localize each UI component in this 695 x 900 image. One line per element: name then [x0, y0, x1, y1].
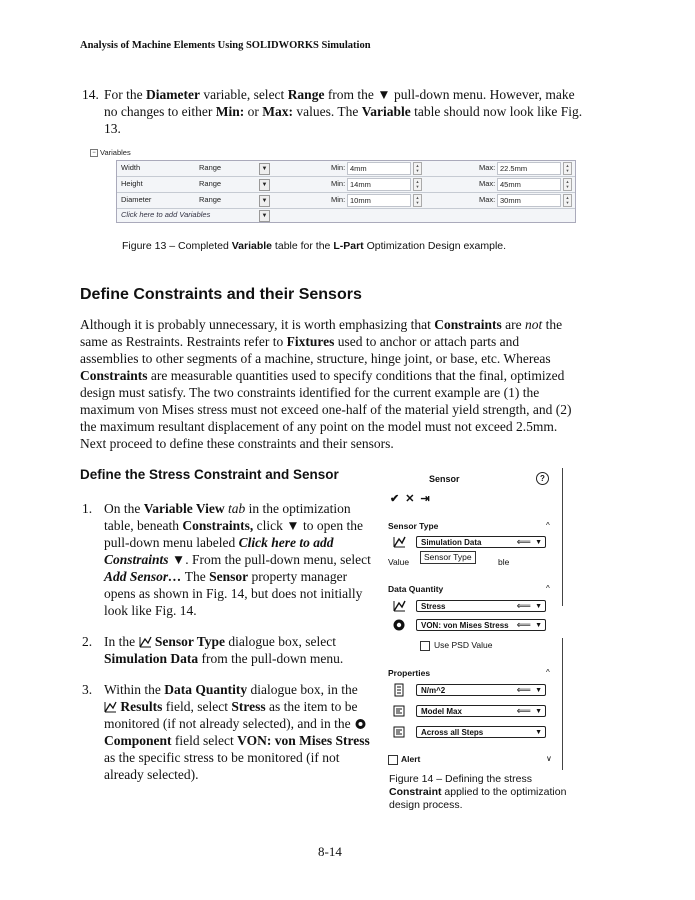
- spinner-icon[interactable]: ▲ ▼: [413, 162, 422, 175]
- chevron-down-icon[interactable]: ▼: [259, 163, 270, 175]
- close-icon[interactable]: ✕: [405, 493, 421, 505]
- min-input[interactable]: 10mm: [347, 194, 411, 207]
- text: For the: [104, 87, 146, 102]
- variables-header[interactable]: [90, 148, 131, 157]
- bold-text: Data Quantity: [164, 682, 248, 697]
- step-number: 1.: [82, 501, 93, 516]
- select-value: N/m^2: [421, 686, 446, 695]
- bold-text: Results: [117, 699, 163, 714]
- step-number: 3.: [82, 682, 93, 697]
- step-criterion-select[interactable]: [416, 726, 546, 738]
- text: field select: [171, 733, 238, 748]
- variables-grid: [116, 160, 576, 223]
- text: On the: [104, 501, 144, 516]
- arrow-icon: ⟸: [516, 537, 531, 548]
- text: field, select: [162, 699, 232, 714]
- variable-type-select[interactable]: Range: [199, 195, 222, 204]
- step-criterion-icon: [392, 725, 406, 739]
- results-select[interactable]: [416, 600, 546, 612]
- arrow-icon: ⟸: [516, 601, 531, 612]
- text: as the specific stress to be monitored (if not already selected).: [104, 750, 340, 782]
- max-input[interactable]: 45mm: [497, 178, 561, 191]
- table-row: [117, 193, 575, 209]
- text: or: [244, 104, 263, 119]
- use-psd-checkbox[interactable]: [420, 641, 430, 651]
- text: in the optimization table, beneath: [104, 501, 351, 533]
- alert-checkbox[interactable]: [388, 755, 398, 765]
- table-row: [117, 161, 575, 177]
- step-number: 2.: [82, 634, 93, 649]
- bold-text: Max:: [262, 104, 293, 119]
- component-icon: [354, 718, 367, 730]
- chevron-down-icon[interactable]: ▼: [259, 210, 270, 222]
- step-14: [82, 86, 584, 137]
- min-label: Min:: [331, 195, 346, 204]
- subsection-title: Define the Stress Constraint and Sensor: [80, 467, 339, 482]
- text: ▼. From the pull-down menu, select: [168, 552, 371, 567]
- add-variable-row[interactable]: [117, 209, 575, 222]
- sensor-property-manager: [386, 468, 566, 770]
- results-icon: [392, 599, 406, 613]
- panel-title: Sensor: [429, 474, 460, 484]
- text: dialogue box, in the: [247, 682, 358, 697]
- chevron-down-icon[interactable]: ▼: [535, 603, 542, 610]
- arrow-icon: ⟸: [516, 706, 531, 717]
- text: applied to the optimization design process.: [389, 786, 567, 811]
- select-value: Across all Steps: [421, 728, 484, 737]
- chevron-up-icon[interactable]: ^: [546, 668, 550, 677]
- text: Figure 13 – Completed: [122, 240, 232, 252]
- bold-text: Component: [104, 733, 172, 748]
- bold-text: VON: von Mises Stress: [237, 733, 370, 748]
- text: The: [181, 569, 210, 584]
- text: Optimization Design example.: [363, 240, 507, 252]
- text: In the: [104, 634, 139, 649]
- text: dialogue box, select: [225, 634, 336, 649]
- step-number: 14.: [82, 87, 99, 102]
- action-buttons: [390, 492, 436, 505]
- value-tail-text: ble: [498, 557, 510, 567]
- chevron-down-icon[interactable]: ∨: [546, 754, 552, 763]
- sensor-type-icon: [139, 636, 152, 648]
- arrow-icon: ⟸: [516, 685, 531, 696]
- min-label: Min:: [331, 179, 346, 188]
- bold-text: Constraints,: [182, 518, 254, 533]
- arrow-icon: ⟸: [516, 620, 531, 631]
- spinner-icon[interactable]: ▲ ▼: [563, 178, 572, 191]
- chevron-up-icon[interactable]: ^: [546, 521, 550, 530]
- page-number: 8-14: [318, 844, 342, 859]
- select-value: Simulation Data: [421, 538, 482, 547]
- text: property manager opens as shown in Fig. 14, but does not initially look like Fig. 14.: [104, 569, 363, 618]
- bold-text: Variable: [231, 240, 273, 252]
- steps-list: [82, 500, 374, 797]
- text: are measurable quantities used to specify conditions that the final, optimized design must satisfy. The two constraints identified for the current example are (1) the maximum von Mises stress must not exceed one-half of the material yield strength, and (2) the maximum resultant displacement of any point on the model must not exceed 2.5mm. Next proceed to define these constraints and their sensors.: [80, 368, 572, 451]
- pin-icon[interactable]: ⇥: [420, 493, 436, 505]
- ok-icon[interactable]: ✔: [390, 493, 406, 505]
- sensor-type-section-label[interactable]: Sensor Type: [388, 521, 439, 531]
- variable-type-select[interactable]: Range: [199, 163, 222, 172]
- max-label: Max:: [479, 195, 496, 204]
- max-input[interactable]: 30mm: [497, 194, 561, 207]
- variable-type-select[interactable]: Range: [199, 179, 222, 188]
- chevron-down-icon[interactable]: ▼: [535, 708, 542, 715]
- data-quantity-section-label[interactable]: Data Quantity: [388, 584, 444, 594]
- tooltip: Sensor Type: [420, 551, 476, 564]
- variable-name: Width: [121, 163, 141, 172]
- text: from the pull-down menu.: [198, 651, 344, 666]
- body-paragraph: [80, 316, 576, 452]
- text: click ▼ to open the pull-down menu labeled: [104, 518, 363, 550]
- spinner-icon[interactable]: ▲ ▼: [413, 194, 422, 207]
- sensor-type-icon: [392, 535, 406, 549]
- text: Within the: [104, 682, 165, 697]
- min-label: Min:: [331, 163, 346, 172]
- sensor-type-select[interactable]: [416, 536, 546, 548]
- select-value: Model Max: [421, 707, 462, 716]
- section-title: Define Constraints and their Sensors: [80, 286, 362, 303]
- panel-border: [562, 468, 563, 606]
- select-value: Stress: [421, 602, 446, 611]
- add-variables-hint[interactable]: Click here to add Variables: [121, 210, 211, 219]
- text: Figure 14 – Defining the stress: [389, 773, 532, 785]
- bold-text: Sensor Type: [151, 634, 226, 649]
- panel-border: [562, 638, 563, 770]
- select-value: VON: von Mises Stress: [421, 621, 509, 630]
- bold-text: Range: [287, 87, 325, 102]
- text: Although it is probably unnecessary, it is worth emphasizing that: [80, 317, 435, 332]
- chevron-down-icon[interactable]: ▼: [535, 539, 542, 546]
- chevron-down-icon[interactable]: ▼: [535, 729, 542, 736]
- text: as the item to be monitored (if not already selected), and in the: [104, 699, 358, 731]
- bold-text: Sensor: [209, 569, 249, 584]
- bold-text: L-Part: [333, 240, 364, 252]
- bold-text: Simulation Data: [104, 651, 199, 666]
- bold-text: Variable: [361, 104, 411, 119]
- chevron-down-icon[interactable]: ▼: [535, 687, 542, 694]
- results-icon: [104, 701, 117, 713]
- spinner-icon[interactable]: ▲ ▼: [563, 162, 572, 175]
- text: used to anchor or attach parts and assemblies to other segments of a machine, structure, hinge joint, or base, etc. Whereas: [80, 334, 551, 366]
- bold-text: Fixtures: [286, 334, 335, 349]
- text: from the ▼ pull-down menu. However, make no changes to either: [104, 87, 575, 119]
- component-icon: [392, 618, 406, 632]
- step-1: [82, 500, 374, 619]
- component-select[interactable]: [416, 619, 546, 631]
- properties-section-label[interactable]: Properties: [388, 668, 431, 678]
- text: the same as Restraints. Restraints refer to: [80, 317, 563, 349]
- step-3: [82, 681, 374, 783]
- max-label: Max:: [479, 179, 496, 188]
- max-input[interactable]: 22.5mm: [497, 162, 561, 175]
- chevron-up-icon[interactable]: ^: [546, 584, 550, 593]
- bold-text: Min:: [215, 104, 245, 119]
- chevron-down-icon[interactable]: ▼: [259, 195, 270, 207]
- bold-text: Constraint: [389, 786, 442, 798]
- min-input[interactable]: 4mm: [347, 162, 411, 175]
- help-icon[interactable]: ?: [536, 472, 549, 485]
- bold-text: Diameter: [146, 87, 200, 102]
- step-2: [82, 633, 374, 667]
- spinner-icon[interactable]: ▲ ▼: [413, 178, 422, 191]
- use-psd-label: Use PSD Value: [434, 640, 493, 650]
- criterion-select[interactable]: [416, 705, 546, 717]
- variable-name: Diameter: [121, 195, 152, 204]
- variable-name: Height: [121, 179, 143, 188]
- text: table should now look like Fig. 13.: [104, 104, 583, 136]
- bold-text: Stress: [231, 699, 266, 714]
- running-header: Analysis of Machine Elements Using SOLIDWORKS Simulation: [80, 40, 371, 51]
- chevron-down-icon[interactable]: ▼: [535, 622, 542, 629]
- collapse-icon[interactable]: −: [90, 149, 98, 157]
- max-label: Max:: [479, 163, 496, 172]
- variables-title: Variables: [100, 148, 131, 157]
- text: values. The: [292, 104, 362, 119]
- text: table for the: [272, 240, 334, 252]
- text: variable, select: [199, 87, 288, 102]
- units-icon: [392, 683, 406, 697]
- bold-text: Variable View: [143, 501, 225, 516]
- bold-italic-text: Add Sensor…: [104, 569, 182, 584]
- value-label: Value: [388, 557, 410, 567]
- chevron-down-icon[interactable]: ▼: [259, 179, 270, 191]
- units-select[interactable]: [416, 684, 546, 696]
- min-input[interactable]: 14mm: [347, 178, 411, 191]
- figure-13-caption: [122, 240, 506, 252]
- text: are: [501, 317, 525, 332]
- alert-label: Alert: [401, 754, 421, 764]
- variables-table-figure: [88, 146, 576, 224]
- bold-italic-text: Click here to add Constraints: [104, 535, 334, 567]
- criterion-icon: [392, 704, 406, 718]
- spinner-icon[interactable]: ▲ ▼: [563, 194, 572, 207]
- italic-text: not: [524, 317, 543, 332]
- figure-14-caption: [389, 773, 569, 812]
- italic-text: tab: [224, 501, 246, 516]
- table-row: [117, 177, 575, 193]
- bold-text: Constraints: [434, 317, 502, 332]
- bold-text: Constraints: [80, 368, 148, 383]
